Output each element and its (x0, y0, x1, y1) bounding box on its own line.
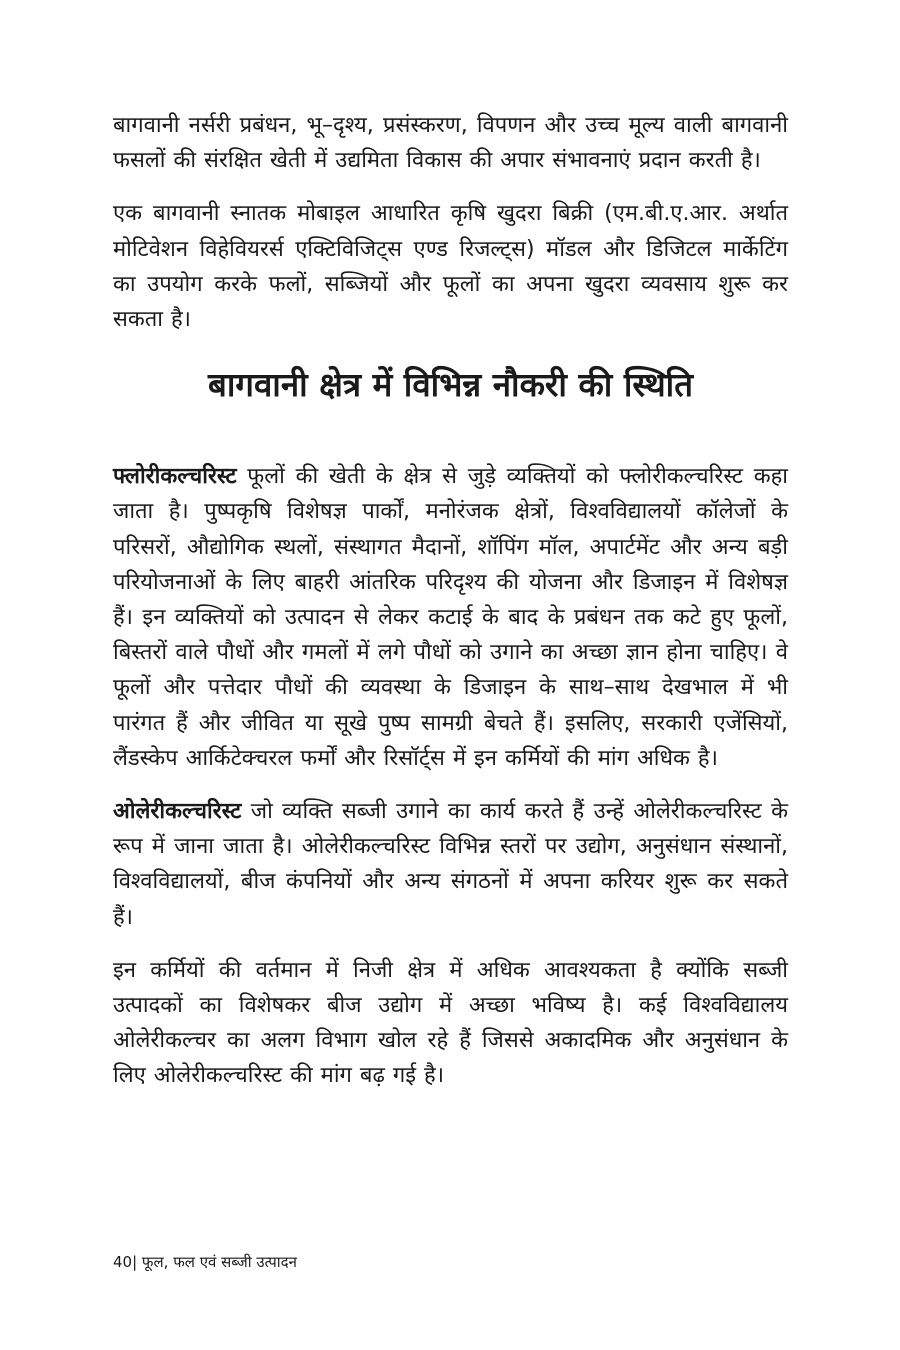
floriculturist-paragraph (113, 459, 788, 776)
book-title: फूल, फल एवं सब्जी उत्पादन (137, 1253, 297, 1271)
olericulturist-paragraph (113, 794, 788, 935)
intro-paragraph-1: बागवानी नर्सरी प्रबंधन, भू–दृश्य, प्रसंस्करण, विपणन और उच्च मूल्य वाली बागवानी फसलों की संरक्षित खेती में उद्यमिता विकास की अपार संभावनाएं प्रदान करती है। (113, 113, 788, 174)
floriculturist-text: फूलों की खेती के क्षेत्र से जुड़े व्यक्तियों को फ्लोरीकल्चरिस्ट कहा जाता है। पुष्पकृषि विशेषज्ञ पार्कों, मनोरंजक क्षेत्रों, विश्वविद्यालयों कॉलेजों के परिसरों, औद्योगिक स्थलों, संस्थागत मैदानों, शॉपिंग मॉल, अपार्टमेंट और अन्य बड़ी परियोजनाओं के लिए बाहरी आंतरिक परिदृश्य की योजना और डिजाइन में विशेषज्ञ हैं। इन व्यक्तियों को उत्पादन से लेकर कटाई के बाद के प्रबंधन तक कटे हुए फूलों, बिस्तरों वाले पौधों और गमलों में लगे पौधों को उगाने का अच्छा ज्ञान होना चाहिए। वे फूलों और पत्तेदार पौधों की व्यवस्था के डिजाइन के साथ–साथ देखभाल में भी पारंगत हैं और जीवित या सूखे पुष्प सामग्री बेचते हैं। इसलिए, सरकारी एजेंसियों, लैंडस्केप आर्किटेक्चरल फर्मों और रिसॉर्ट्स में इन कर्मियों की मांग अधिक है। (113, 464, 788, 771)
page-footer (113, 1252, 297, 1272)
section-heading: बागवानी क्षेत्र में विभिन्न नौकरी की स्थिति (207, 365, 694, 405)
page-number: 40 (113, 1253, 133, 1271)
olericulturist-text: जो व्यक्ति सब्जी उगाने का कार्य करते हैं उन्हें ओलेरीकल्चरिस्ट के रूप में जाना जाता है। ओलेरीकल्चरिस्ट विभिन्न स्तरों पर उद्योग, अनुसंधान संस्थानों, विश्वविद्यालयों, बीज कंपनियों और अन्य संगठनों में अपना करियर शुरू कर सकते हैं। (113, 799, 788, 930)
demand-paragraph: इन कर्मियों की वर्तमान में निजी क्षेत्र में अधिक आवश्यकता है क्योंकि सब्जी उत्पादकों का विशेषकर बीज उद्योग में अच्छा भविष्य है। कई विश्वविद्यालय ओलेरीकल्चर का अलग विभाग खोल रहे हैं जिससे अकादमिक और अनुसंधान के लिए ओलेरीकल्चरिस्ट की मांग बढ़ गई है। (113, 957, 788, 1089)
page-content (113, 108, 788, 1094)
olericulturist-term: ओलेरीकल्चरिस्ट (113, 799, 242, 825)
floriculturist-term: फ्लोरीकल्चरिस्ट (113, 464, 237, 490)
intro-paragraph-2: एक बागवानी स्नातक मोबाइल आधारित कृषि खुदरा बिक्री (एम.बी.ए.आर. अर्थात मोटिवेशन विहेवियरर्स एक्टिविजिट्स एण्ड रिजल्ट्स) मॉडल और डिजिटल मार्केटिंग का उपयोग करके फलों, सब्जियों और फूलों का अपना खुदरा व्यवसाय शुरू कर सकता है। (113, 201, 788, 333)
footer-separator: | (132, 1253, 138, 1271)
